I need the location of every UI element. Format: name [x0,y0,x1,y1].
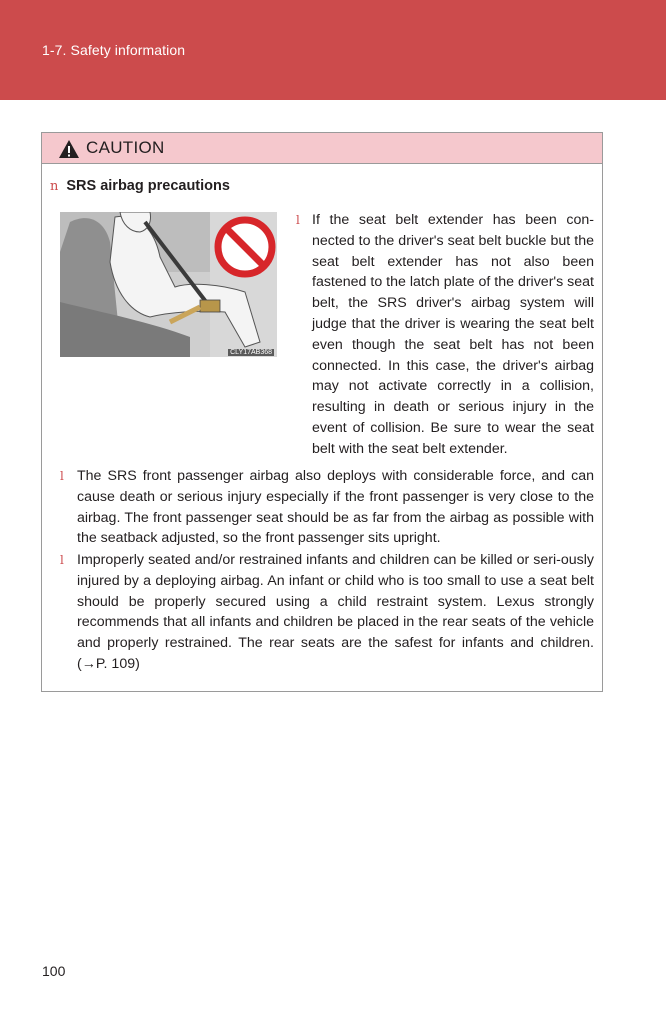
section-heading [50,178,230,194]
heading-bullet: n [50,179,59,194]
bullet-marker: l [60,553,64,567]
bullet-text: The SRS front passenger airbag also deploys with considerable force, and can cause death or serious injury especially if the front passenger is very close to the airbag. The front passenger seat should be as far from the airbag as possible with the seatback adjusted, so the front passenger sits upright. [77,468,594,547]
illustration-code: CLY17AB368 [230,349,272,356]
page-header [0,0,666,100]
section-title: 1-7. Safety information [42,42,186,58]
page-number: 100 [42,963,66,979]
seated-driver-illustration [60,212,277,357]
heading-text: SRS airbag precautions [66,178,230,194]
caution-box [41,132,603,692]
bullet-text: If the seat belt extender has been con-nected to the driver's seat belt buckle but the seat belt extender has not also been fastened to the latch plate of the driver's seat belt, the SRS driver's airbag system will judge that the driver is wearing the seat belt even though the seat belt has not been connected. In this case, the driver's airbag may not activate correctly in a collision, resulting in death or serious injury in the event of collision. Be sure to wear the seat belt with the seat belt extender. [312,212,594,457]
caution-bar [42,133,602,164]
warning-triangle-icon [58,139,80,159]
seatbelt-illustration [60,212,277,357]
caution-label: CAUTION [86,138,165,157]
bullet-marker: l [296,213,300,227]
bullet-marker: l [60,469,64,483]
bullet-text: Improperly seated and/or restrained infants and children can be killed or seri-ously injured by a deploying airbag. An infant or child who is too small to use a seat belt should be properly secured using a child restraint system. Lexus strongly recommends that all infants and children be placed in the rear seats of the vehicle and properly restrained. The rear seats are the safest for infants and children. (→P. 109) [77,552,594,672]
